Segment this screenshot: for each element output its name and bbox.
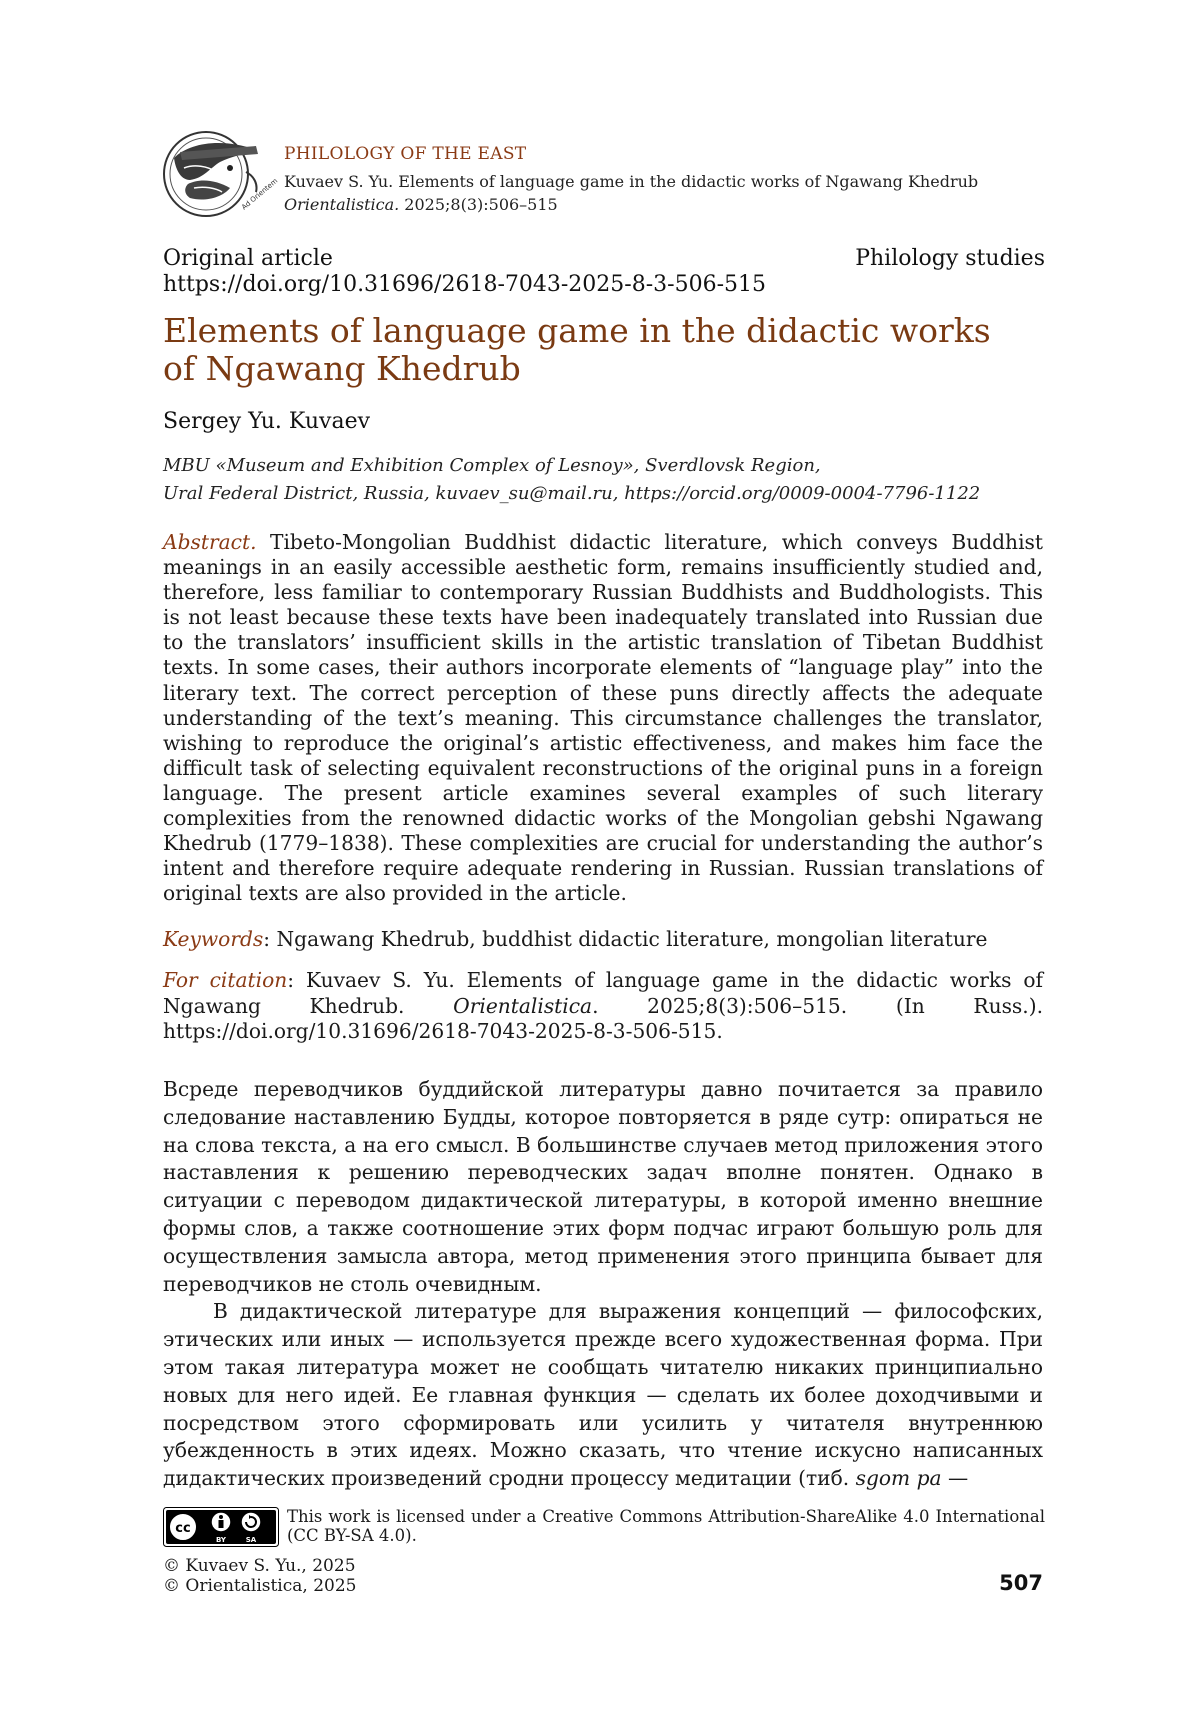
tibetan-term: sgom pa: [855, 1466, 942, 1491]
article-type: Original article: [163, 246, 333, 271]
journal-header: [160, 128, 1040, 220]
copyright-journal: © Orientalistica, 2025: [163, 1575, 357, 1596]
abstract: [163, 530, 1043, 906]
license-text: This work is licensed under a Creative Commons Attribution-ShareAlike 4.0 International (CC BY-SA 4.0).: [287, 1507, 1045, 1545]
title-line-1: Elements of language game in the didactic works: [163, 311, 991, 350]
logo-caption: Ad Orientem: [240, 176, 280, 212]
body-text: [163, 1076, 1043, 1493]
for-citation: [163, 968, 1043, 1045]
cc-by-sa-badge-icon[interactable]: [163, 1507, 279, 1547]
abstract-text: Tibeto-Mongolian Buddhist didactic literature, which conveys Buddhist meanings in an easily accessible aesthetic form, remains insufficiently studied and, therefore, less familiar to contemporary Russian Buddhists and Buddhologists. This is not least because these texts have been inadequately translated into Russian due to the translators’ insufficient skills in the artistic translation of Tibetan Buddhist texts. In some cases, their authors incorporate elements of “language play” into the literary text. The correct perception of these puns directly affects the adequate understanding of the text’s meaning. This circumstance challenges the translator, wishing to reproduce the original’s artistic effectiveness, and makes him face the difficult task of selecting equivalent reconstructions of the original puns in a foreign language. The present article examines several examples of such literary complexities from the renowned didactic works of the Mongolian gebshi Ngawang Khedrub (1779–1838). These complexities are crucial for understanding the author’s intent and therefore require adequate rendering in Russian. Russian translations of original texts are also provided in the article.: [163, 530, 1043, 906]
body-paragraph-1: Всреде переводчиков буддийской литературы давно почитается за правило следование наставлению Будды, которое повторяется в ряде сутр: опираться не на слова текста, а на его смысл. В большинстве случаев метод приложения этого наставления к решению переводческих задач вполне понятен. Однако в ситуации с переводом дидактической литературы, в которой именно внешние формы слов, а также соотношение этих форм подчас играют большую роль для осуществления замысла автора, метод применения этого принципа бывает для переводчиков не столь очевидным.: [163, 1077, 1043, 1296]
author-affiliation: [163, 452, 1043, 508]
running-citation: Kuvaev S. Yu. Elements of language game in the didactic works of Ngawang Khedrub: [284, 172, 979, 191]
body-paragraph-2-text: В дидактической литературе для выражения концепций — философских, этических или иных — используется прежде всего художественная форма. При этом такая литература может не сообщать читателю никаких принципиально новых для него идей. Ее главная функция — сделать их более доходчивыми и посредством этого сформировать или усилить у читателя внутреннюю убежденность в этих идеях. Можно сказать, что чтение искусно написанных дидактических произведений сродни процессу медитации (тиб.: [163, 1299, 1043, 1491]
journal-section-name: PHILOLOGY OF THE EAST: [284, 144, 527, 164]
keywords-label: Keywords: [163, 927, 264, 951]
doi-link[interactable]: https://doi.org/10.31696/2618-7043-2025-8-3-506-515: [163, 272, 767, 297]
journal-issue-line: [284, 193, 1044, 216]
journal-logo-icon: [160, 128, 280, 220]
keywords-text: : Ngawang Khedrub, buddhist didactic literature, mongolian literature: [263, 927, 988, 951]
affiliation-line-1: MBU «Museum and Exhibition Complex of Lesnoy», Sverdlovsk Region,: [163, 455, 821, 476]
affiliation-line-2: Ural Federal District, Russia, kuvaev_su@mail.ru, https://orcid.org/0009-0004-7796-1122: [163, 483, 981, 504]
abstract-label: Abstract.: [163, 530, 257, 554]
license-block: [163, 1505, 1043, 1549]
copyright: [163, 1557, 356, 1596]
svg-text:cc: cc: [175, 1521, 191, 1536]
body-paragraph-2-end: —: [941, 1466, 969, 1491]
article-category: Philology studies: [855, 246, 1045, 271]
body-paragraph-2: [163, 1298, 1043, 1493]
badge-by-label: BY: [215, 1536, 227, 1544]
citation-label: For citation: [163, 968, 288, 992]
author-name: Sergey Yu. Kuvaev: [163, 409, 371, 434]
keywords: [163, 926, 1043, 952]
badge-sa-label: SA: [245, 1536, 257, 1544]
journal-volume: 2025;8(3):506–515: [399, 195, 558, 214]
journal-name: Orientalistica.: [284, 195, 400, 214]
citation-text-2: . 2025;8(3):506–515. (In Russ.). https://doi.org/10.31696/2618-7043-2025-8-3-506-515.: [163, 993, 1043, 1043]
citation-text-1: : Kuvaev S. Yu. Elements of language game in the didactic works of Ngawang Khedrub.: [163, 968, 1044, 1018]
page-number: 507: [999, 1571, 1043, 1595]
title-line-2: of Ngawang Khedrub: [163, 349, 521, 388]
citation-journal: Orientalistica: [453, 993, 593, 1018]
copyright-author: © Kuvaev S. Yu., 2025: [163, 1556, 356, 1576]
article-title: [163, 312, 1053, 388]
